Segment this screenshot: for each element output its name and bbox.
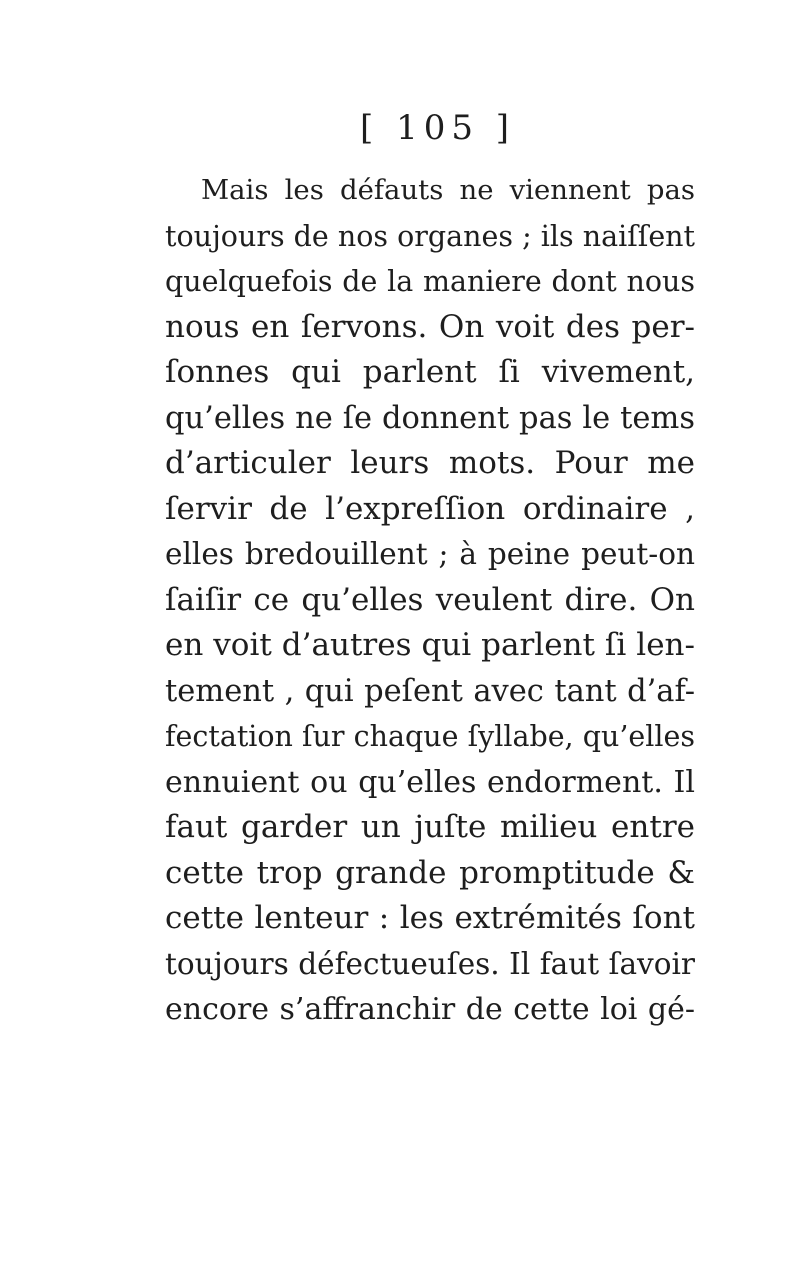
text-line: cette lenteur : les extrémités ſont (165, 900, 695, 936)
text-line: quelquefois de la maniere dont nous (165, 265, 695, 298)
body-text (165, 168, 695, 1033)
text-line: tement , qui peſent avec tant d’af- (165, 673, 695, 709)
text-line: ſonnes qui parlent ſi vivement, (165, 354, 695, 390)
text-line: Mais les défauts ne viennent pas (201, 174, 695, 206)
text-line: fectation ſur chaque ſyllabe, qu’elles (165, 720, 695, 753)
text-line: ſervir de l’expreſſion ordinaire , (165, 490, 695, 527)
text-line: qu’elles ne ſe donnent pas le tems (165, 400, 695, 436)
text-line: faut garder un juſte milieu entre (165, 809, 695, 845)
text-line: toujours de nos organes ; ils naiſſent (165, 219, 695, 253)
text-line: nous en ſervons. On voit des per- (165, 308, 695, 345)
text-line: elles bredouillent ; à peine peut-on (165, 537, 695, 571)
text-line: encore s’affranchir de cette loi gé- (165, 992, 695, 1027)
text-line: toujours défectueuſes. Il faut ſavoir (165, 946, 695, 981)
page-number: [ 105 ] (360, 108, 516, 148)
text-line: cette trop grande promptitude & (165, 854, 695, 891)
text-line: d’articuler leurs mots. Pour me (165, 445, 695, 481)
text-line: ſaiſir ce qu’elles veulent dire. On (165, 581, 695, 618)
text-line: en voit d’autres qui parlent ſi len- (165, 627, 695, 663)
text-line: ennuient ou qu’elles endorment. Il (165, 764, 695, 800)
